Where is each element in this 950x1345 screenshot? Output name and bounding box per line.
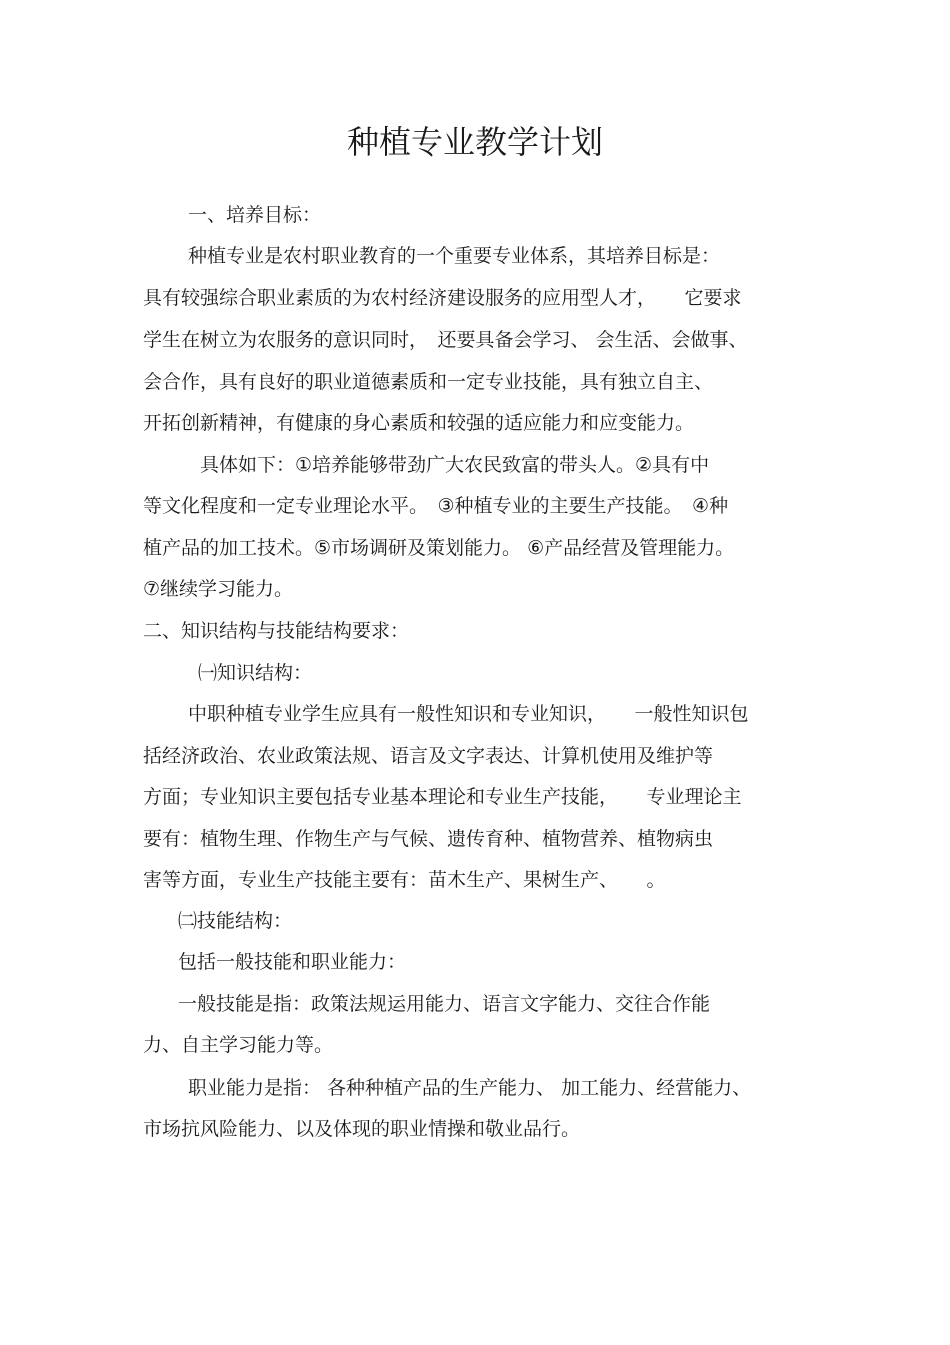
paragraph-line: 方面；专业知识主要包括专业基本理论和专业生产技能， 专业理论主 [143,786,742,808]
paragraph-line: 害等方面，专业生产技能主要有：苗木生产、果树生产、 。 [143,869,666,891]
paragraph-line: 植产品的加工技术。⑤市场调研及策划能力。 ⑥产品经营及管理能力。 [143,537,735,559]
paragraph-line: 力、自主学习能力等。 [143,1034,334,1056]
paragraph-line: 一般技能是指：政策法规运用能力、语言文字能力、交往合作能 [178,993,711,1015]
paragraph-line: 括经济政治、农业政策法规、语言及文字表达、计算机使用及维护等 [143,745,714,767]
paragraph-line: 开拓创新精神，有健康的身心素质和较强的适应能力和应变能力。 [143,412,695,434]
subsection-heading-skills: ㈡技能结构： [178,910,293,932]
paragraph-line: 会合作，具有良好的职业道德素质和一定专业技能，具有独立自主、 [143,371,714,393]
paragraph-line: 中职种植专业学生应具有一般性知识和专业知识， 一般性知识包 [188,703,749,725]
paragraph-line: 职业能力是指： 各种种植产品的生产能力、 加工能力、经营能力、 [188,1077,752,1099]
paragraph-line: ⑦继续学习能力。 [143,578,294,600]
paragraph-line: 市场抗风险能力、以及体现的职业情操和敬业品行。 [143,1118,581,1140]
paragraph-line: 具有较强综合职业素质的为农村经济建设服务的应用型人才， 它要求 [143,287,742,309]
section-heading-goals: 一、培养目标： [188,204,322,226]
paragraph-line: 具体如下：①培养能够带劲广大农民致富的带头人。②具有中 [200,454,710,476]
paragraph-line: 包括一般技能和职业能力： [178,951,407,973]
paragraph-line: 种植专业是农村职业教育的一个重要专业体系，其培养目标是： [188,245,721,267]
paragraph-line: 要有：植物生理、作物生产与气候、遗传育种、植物营养、植物病虫 [143,828,714,850]
document-title: 种植专业教学计划 [346,123,603,161]
section-heading-structure: 二、知识结构与技能结构要求： [143,620,410,642]
paragraph-line: 学生在树立为农服务的意识同时， 还要具备会学习、 会生活、会做事、 [143,329,748,351]
paragraph-line: 等文化程度和一定专业理论水平。 ③种植专业的主要生产技能。 ④种 [143,495,729,517]
subsection-heading-knowledge: ㈠知识结构： [198,662,313,684]
